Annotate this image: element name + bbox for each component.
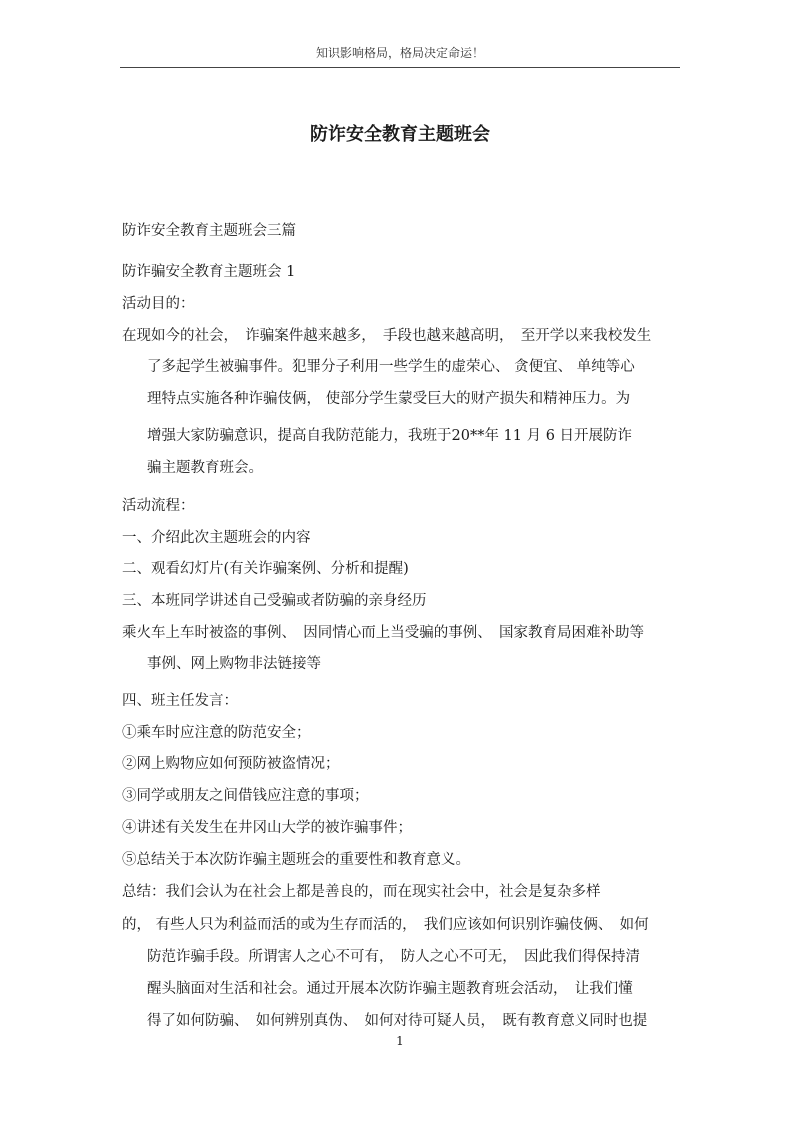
section-heading: 防诈骗安全教育主题班会 1: [122, 264, 296, 280]
paragraph-line: 得了如何防骗、 如何辨别真伪、 如何对待可疑人员， 既有教育意义同时也提: [147, 1013, 648, 1029]
list-item: 三、本班同学讲述自己受骗或者防骗的亲身经历: [122, 593, 427, 609]
paragraph-line: 在现如今的社会， 诈骗案件越来越多， 手段也越来越高明， 至开学以来我校发生: [122, 328, 652, 344]
paragraph-line: 防范诈骗手段。所谓害人之心不可有， 防人之心不可无， 因此我们得保持清: [147, 949, 640, 965]
paragraph-line: 总结：我们会认为在社会上都是善良的，而在现实社会中，社会是复杂多样: [122, 884, 601, 900]
page-number: 1: [396, 1034, 404, 1048]
list-item: ①乘车时应注意的防范安全；: [122, 725, 311, 741]
list-item: ②网上购物应如何预防被盗情况；: [122, 756, 340, 772]
section-heading: 活动流程：: [122, 498, 195, 514]
paragraph-line: 骗主题教育班会。: [147, 460, 263, 476]
list-item: 四、班主任发言：: [122, 693, 238, 709]
list-item: ④讲述有关发生在井冈山大学的被诈骗事件；: [122, 820, 412, 836]
paragraph-line: 理特点实施各种诈骗伎俩， 使部分学生蒙受巨大的财产损失和精神压力。为: [147, 391, 631, 407]
paragraph-line: 乘火车上车时被盗的事例、 因同情心而上当受骗的事例、 国家教育局困难补助等: [122, 625, 644, 641]
document-title: 防诈安全教育主题班会: [310, 124, 490, 145]
paragraph-line: 醒头脑面对生活和社会。通过开展本次防诈骗主题教育班会活动， 让我们懂: [147, 981, 633, 997]
section-heading: 活动目的：: [122, 296, 195, 312]
paragraph-line: 增强大家防骗意识，提高自我防范能力，我班于20**年 11 月 6 日开展防诈: [147, 428, 633, 444]
list-item: ⑤总结关于本次防诈骗主题班会的重要性和教育意义。: [122, 852, 470, 868]
header-divider: [120, 67, 680, 68]
page-header: 知识影响格局，格局决定命运！: [315, 46, 484, 60]
paragraph-line: 的， 有些人只为利益而活的或为生存而活的， 我们应该如何识别诈骗伎俩、 如何: [122, 917, 649, 933]
list-item: 二、观看幻灯片(有关诈骗案例、分析和提醒): [122, 561, 409, 577]
paragraph-line: 了多起学生被骗事件。犯罪分子利用一些学生的虚荣心、 贪便宜、 单纯等心: [147, 359, 635, 375]
paragraph-line: 事例、网上购物非法链接等: [147, 656, 321, 672]
list-item: ③同学或朋友之间借钱应注意的事项；: [122, 788, 369, 804]
list-item: 一、介绍此次主题班会的内容: [122, 530, 311, 546]
subtitle-line: 防诈安全教育主题班会三篇: [122, 223, 296, 239]
